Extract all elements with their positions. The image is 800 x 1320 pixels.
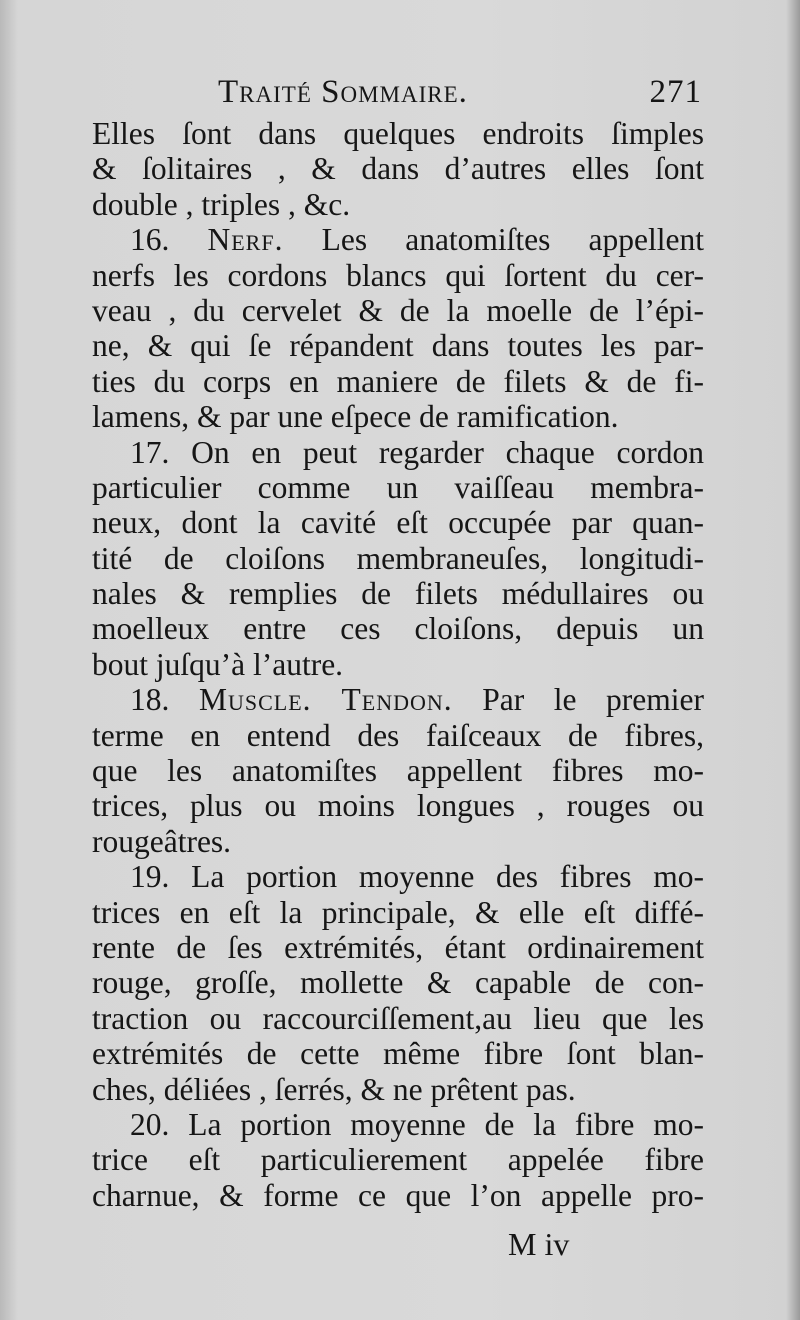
line-text: charnue, & forme ce que l’on appelle pro- [92,1177,704,1213]
line-text: traction ou raccourciſſement,au lieu que les [92,1000,704,1036]
text-line [92,399,704,434]
line-text: moelleux entre ces cloiſons, depuis un [92,611,704,647]
text-line [92,576,704,611]
line-text: rougeâtres. [92,823,232,859]
line-text: trices en eſt la principale, & elle eſt diffé- [92,894,704,930]
text-line [92,1107,704,1142]
text-line [92,1142,704,1177]
text-line [92,258,704,293]
article-number: 17. [130,434,192,470]
text-line [92,682,704,717]
text-line [92,859,704,894]
text-line [92,293,704,328]
text-line [92,930,704,965]
text-line [92,470,704,505]
line-text: Elles ſont dans quelques endroits ſimples [92,116,704,151]
text-line [92,788,704,823]
text-line [92,824,704,859]
text-line [92,116,704,151]
body-text [92,116,704,1213]
line-text: rente de ſes extrémités, étant ordinairement [92,929,704,965]
line-text: Les anatomiſtes appellent [283,222,704,258]
text-line [92,222,704,257]
text-line [92,647,704,682]
text-line [92,753,704,788]
line-text: Par le premier [452,682,704,718]
line-text: que les anatomiſtes appellent fibres mo- [92,753,704,789]
running-header [218,74,702,118]
line-text: ches, déliées , ſerrés, & ne prêtent pas. [92,1071,576,1107]
line-text: extrémités de cette même fibre ſont blan- [92,1036,704,1072]
line-text: ne, & qui ſe répandent dans toutes les par- [92,328,704,364]
text-line [92,151,704,186]
running-title: Traité Sommaire. [218,74,468,110]
text-line [92,187,704,222]
line-text: neux, dont la cavité eſt occupée par quan- [92,505,704,541]
line-text: ties du corps en maniere de filets & de fi- [92,363,704,399]
text-line [92,965,704,1000]
text-line [92,505,704,540]
line-text: double , triples , &c. [92,186,351,222]
text-line [92,328,704,363]
text-line [92,1072,704,1107]
text-line [92,541,704,576]
text-line [92,895,704,930]
article-number: 18. [130,682,199,718]
article-number: 20. [130,1106,189,1142]
article-number: 16. [130,222,208,258]
text-line [92,1036,704,1071]
text-line [92,435,704,470]
line-text: bout juſqu’à l’autre. [92,646,344,682]
line-text: On en peut regarder chaque cordon [191,434,704,470]
line-text: & ſolitaires , & dans d’autres elles ſont [92,151,704,187]
line-text: veau , du cervelet & de la moelle de l’épi- [92,292,704,328]
text-line [92,611,704,646]
text-line [92,1001,704,1036]
page-edge-shadow [786,0,800,1320]
text-line [92,718,704,753]
line-text: trices, plus ou moins longues , rouges ou [92,788,704,824]
article-heading: Muscle. Tendon. [198,682,453,718]
line-text: lamens, & par une eſpece de ramification. [92,399,619,435]
line-text: La portion moyenne de la fibre mo- [188,1106,704,1142]
article-heading: Nerf. [207,222,284,258]
line-text: particulier comme un vaiſſeau membra- [92,469,704,505]
article-number: 19. [130,859,192,895]
line-text: rouge, groſſe, mollette & capable de con- [92,965,704,1001]
line-text: La portion moyenne des fibres mo- [191,859,704,895]
signature-mark: M iv [508,1226,570,1262]
line-text: trice eſt particulierement appelée fibre [92,1142,704,1178]
text-line [92,364,704,399]
line-text: nerfs les cordons blancs qui ſortent du cer- [92,257,704,293]
line-text: tité de cloiſons membraneuſes, longitudi- [92,540,704,576]
line-text: nales & remplies de filets médullaires ou [92,576,704,612]
page-number: 271 [649,74,702,110]
line-text: terme en entend des faiſceaux de fibres, [92,717,704,753]
text-line [92,1178,704,1213]
